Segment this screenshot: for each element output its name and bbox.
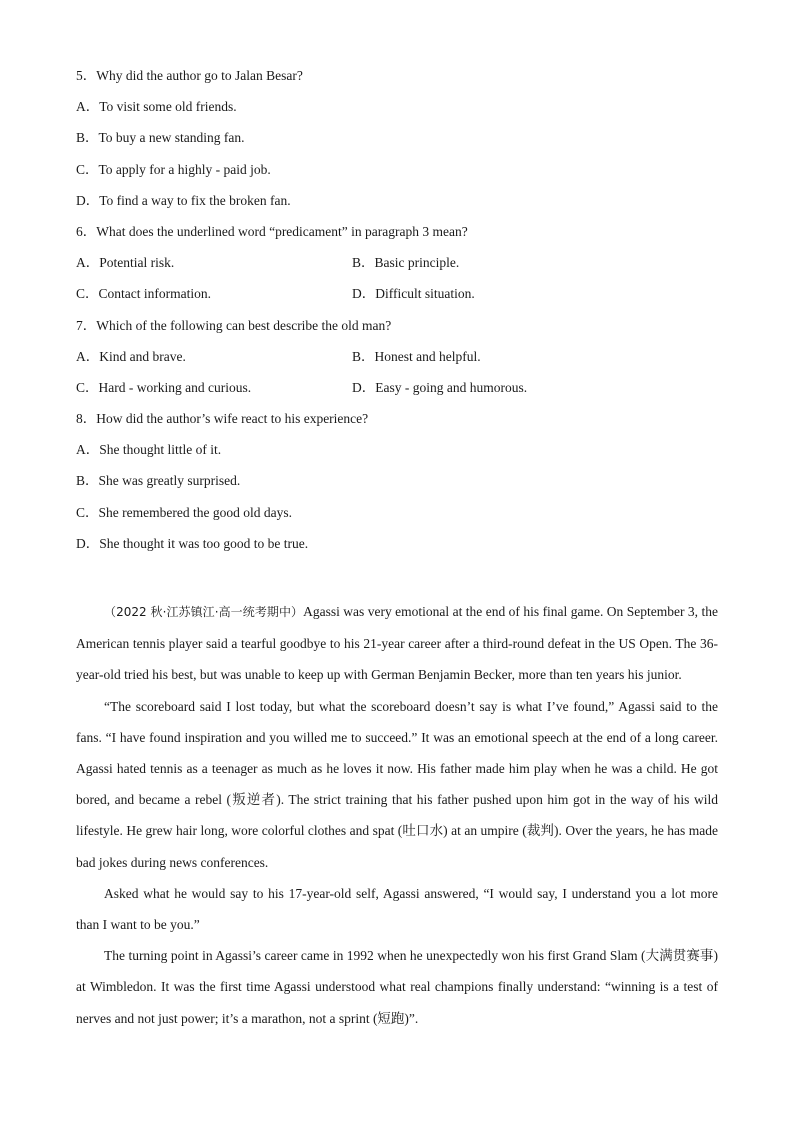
answer-option: A．She thought little of it.	[76, 442, 222, 458]
answer-option: C．She remembered the good old days.	[76, 504, 292, 520]
answer-option: B．To buy a new standing fan.	[76, 130, 245, 146]
answer-option: A．Potential risk.	[76, 255, 175, 271]
answer-option: D．To find a way to fix the broken fan.	[76, 192, 291, 208]
passage-paragraph: The turning point in Agassi’s career came in 1992 when he unexpectedly won his first Grand Slam (大满贯赛事) at Wimbledon. It was the first time Agassi understood what real champions finally understand: “winning is a test of nerves and not just power; it’s a marathon, not a sprint (短跑)”.	[76, 948, 718, 1026]
passage-paragraph: Asked what he would say to his 17-year-old self, Agassi answered, “I would say, I understand you a lot more than I want to be you.”	[76, 885, 718, 933]
passage-source: （2022 秋·江苏镇江·高一统考期中）	[104, 605, 304, 619]
passage-paragraph	[76, 596, 718, 691]
answer-option: C．To apply for a highly - paid job.	[76, 161, 271, 177]
answer-option: B．She was greatly surprised.	[76, 473, 241, 489]
question-stem: 8．How did the author’s wife react to his experience?	[76, 411, 369, 427]
answer-option: A．Kind and brave.	[76, 348, 186, 364]
reading-passage	[76, 596, 718, 1034]
answer-option: B．Honest and helpful.	[352, 348, 481, 364]
answer-option: C．Hard - working and curious.	[76, 379, 252, 395]
answer-option: A．To visit some old friends.	[76, 99, 237, 115]
question-stem: 7．Which of the following can best describe the old man?	[76, 317, 392, 333]
answer-option: D．She thought it was too good to be true.	[76, 535, 309, 551]
question-stem: 5．Why did the author go to Jalan Besar?	[76, 68, 303, 83]
passage-paragraph: “The scoreboard said I lost today, but what the scoreboard doesn’t say is what I’ve found,” Agassi said to the fans. “I have found inspiration and you willed me to succeed.” It was an emotional speech at the end of a long career. Agassi hated tennis as a teenager as much as he loves it now. His father made him play when he was a child. He got bored, and became a rebel (叛逆者). The strict training that his father pushed upon him got in the way of his wild lifestyle. He grew hair long, wore colorful clothes and spat (吐口水) at an umpire (裁判). Over the years, he has made bad jokes during news conferences.	[76, 698, 718, 870]
answer-option: B．Basic principle.	[352, 255, 460, 271]
option-row	[76, 284, 726, 315]
question-block	[76, 66, 726, 565]
paragraph-text: Agassi was very emotional at the end of his final game. On September 3, the American tennis player said a tearful goodbye to his 21-year career after a third-round defeat in the US Open. The 36-year-old tried his best, but was unable to keep up with German Benjamin Becker, more than ten years his junior.	[76, 604, 718, 683]
answer-option: D．Easy - going and humorous.	[352, 379, 528, 395]
question-stem: 6．What does the underlined word “predicament” in paragraph 3 mean?	[76, 223, 468, 239]
option-row	[76, 347, 726, 378]
option-row	[76, 378, 726, 409]
option-row	[76, 253, 726, 284]
answer-option: C．Contact information.	[76, 286, 211, 302]
answer-option: D．Difficult situation.	[352, 286, 475, 302]
